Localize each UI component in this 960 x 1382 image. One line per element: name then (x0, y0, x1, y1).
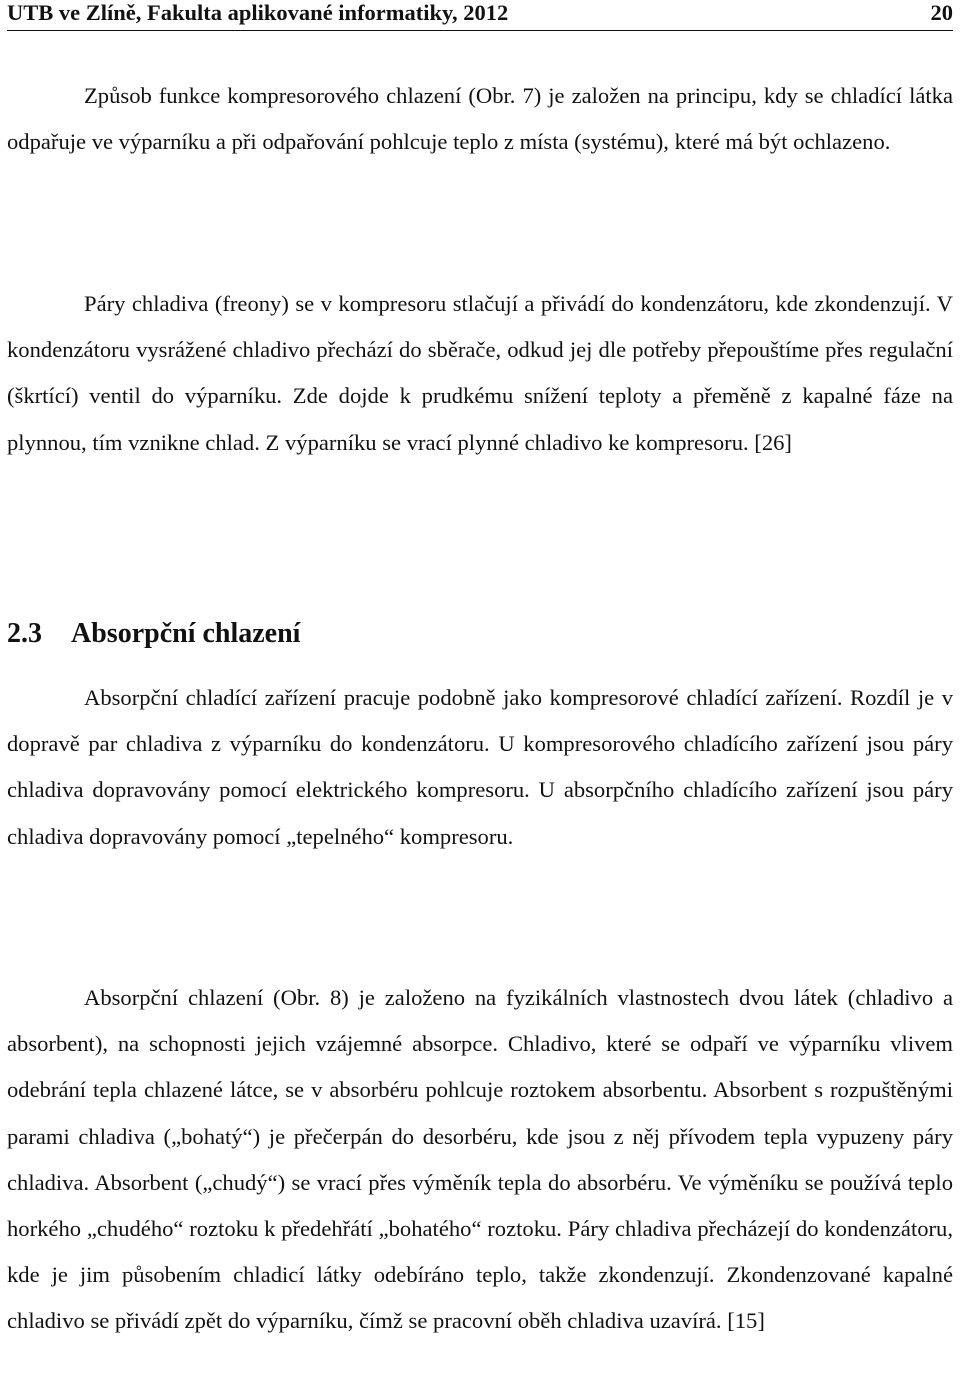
paragraph-compressor-cycle: Páry chladiva (freony) se v kompresoru stlačují a přivádí do kondenzátoru, kde zkondenzují. V kondenzátoru vysrážené chladivo přechází do sběrače, odkud jej dle potřeby přepouštíme přes regulační (škrtící) ventil do výparníku. Zde dojde k prudkému snížení teploty a přeměně z kapalné fáze na plynnou, tím vznikne chlad. Z výparníku se vrací plynné chladivo ke kompresoru. [26] (7, 291, 953, 455)
header-title: UTB ve Zlíně, Fakulta aplikované informatiky, 2012 (7, 0, 509, 25)
section-title: Absorpční chlazení (71, 618, 301, 649)
paragraph-compressor-principle: Způsob funkce kompresorového chlazení (Obr. 7) je založen na principu, kdy se chladící látka odpařuje ve výparníku a při odpařování pohlcuje teplo z místa (systému), které má být ochlazeno. (7, 83, 953, 155)
page-number: 20 (930, 0, 953, 25)
section-heading (7, 612, 300, 656)
section-number: 2.3 (7, 618, 42, 649)
paragraph-absorption-intro: Absorpční chladící zařízení pracuje podobně jako kompresorové chladící zařízení. Rozdíl je v dopravě par chladiva z výparníku do kondenzátoru. U kompresorového chladícího zařízení jsou páry chladiva dopravovány pomocí elektrického kompresoru. U absorpčního chladícího zařízení jsou páry chladiva dopravovány pomocí „tepelného“ kompresoru. (7, 685, 953, 849)
paragraph-absorption-cycle: Absorpční chlazení (Obr. 8) je založeno na fyzikálních vlastnostech dvou látek (chladivo a absorbent), na schopnosti jejich vzájemné absorpce. Chladivo, které se odpaří ve výparníku vlivem odebrání tepla chlazené látce, se v absorbéru pohlcuje roztokem absorbentu. Absorbent s rozpuštěnými parami chladiva („bohatý“) je přečerpán do desorbéru, kde jsou z něj přívodem tepla vypuzeny páry chladiva. Absorbent („chudý“) se vrací přes výměník tepla do absorbéru. Ve výměníku se používá teplo horkého „chudého“ roztoku k předehřátí „bohatého“ roztoku. Páry chladiva přecházejí do kondenzátoru, kde je jim působením chladicí látky odebíráno teplo, takže zkondenzují. Zkondenzované kapalné chladivo se přivádí zpět do výparníku, čímž se pracovní oběh chladiva uzavírá. [15] (7, 985, 953, 1334)
page-header (7, 0, 953, 31)
